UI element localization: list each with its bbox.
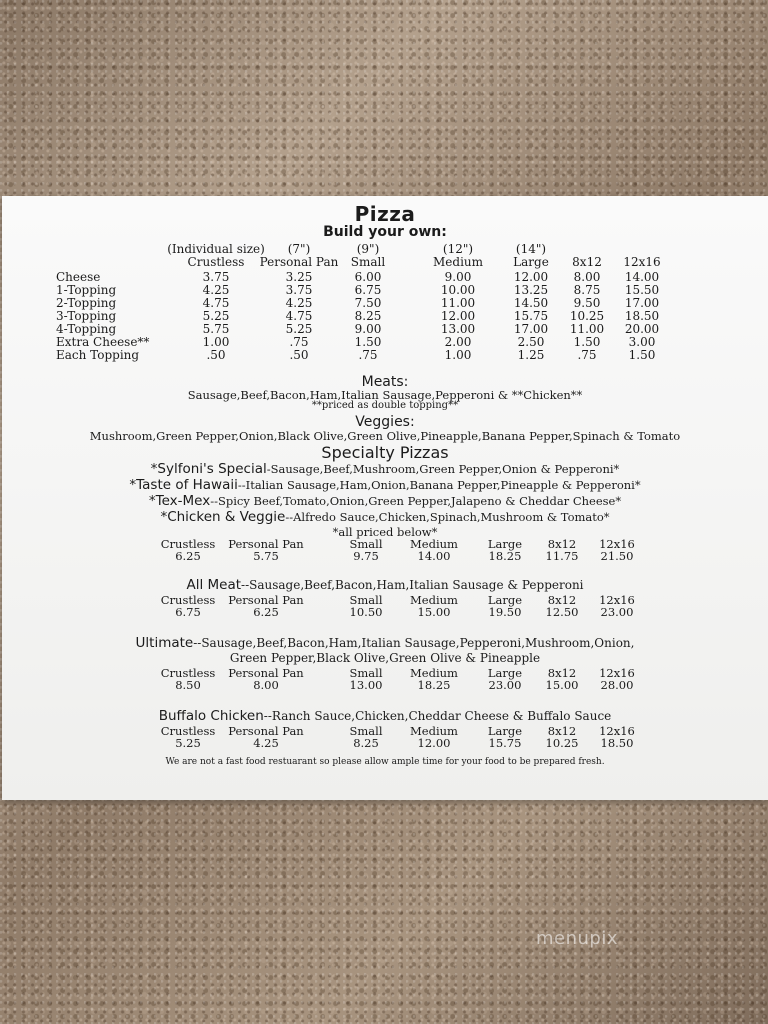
price-value: 10.25 (545, 735, 579, 750)
price-column (546, 594, 579, 618)
price-cell: 1.25 (517, 347, 545, 362)
price-value: 5.25 (175, 735, 201, 750)
price-header: Small (349, 723, 383, 738)
price-header: Personal Pan (228, 723, 304, 738)
price-cell: 3.25 (285, 269, 313, 284)
price-cell: 3.75 (285, 282, 313, 297)
specialty-sylfoni (2, 462, 768, 478)
size-header: Crustless (187, 254, 245, 269)
all-meat-name: All Meat (186, 577, 242, 594)
meats-note: **priced as double topping** (311, 400, 459, 412)
size-header: Large (513, 254, 549, 269)
price-column (488, 667, 522, 691)
price-cell: .50 (206, 347, 226, 362)
price-header: Large (487, 723, 523, 738)
all-meat-line (2, 578, 768, 594)
specialty-hawaii (2, 478, 768, 494)
price-cell: 9.50 (573, 295, 601, 310)
price-cell: 8.75 (573, 282, 601, 297)
price-column (599, 538, 635, 562)
specialty-desc: --Alfredo Sauce,Chicken,Spinach,Mushroom & Tomato* (285, 510, 610, 525)
price-column (488, 538, 522, 562)
price-column (161, 538, 216, 562)
row-label: Extra Cheese** (56, 334, 150, 349)
price-header: Crustless (160, 537, 216, 552)
price-value: 12.00 (417, 735, 451, 750)
price-header: Large (487, 537, 523, 552)
price-column (228, 594, 303, 618)
price-column (350, 538, 383, 562)
price-column (599, 725, 635, 749)
price-column (410, 538, 458, 562)
buffalo-name: Buffalo Chicken (158, 707, 264, 724)
price-value: 15.00 (545, 677, 579, 692)
price-header: 8x12 (547, 665, 577, 680)
price-column (228, 667, 303, 691)
price-cell: 4.75 (202, 295, 230, 310)
price-header: Crustless (160, 723, 216, 738)
meats-title: Meats: (361, 373, 409, 390)
size-header: Personal Pan (259, 254, 339, 269)
price-column (599, 667, 635, 691)
price-cell: 10.00 (440, 282, 476, 297)
price-value: 19.50 (488, 605, 522, 620)
buffalo-price-table (2, 725, 768, 755)
price-column (228, 725, 303, 749)
price-value: 21.50 (600, 549, 634, 564)
price-cell: 4.25 (285, 295, 313, 310)
price-cell: 6.00 (354, 269, 382, 284)
price-header: 8x12 (547, 723, 577, 738)
price-cell: 1.00 (444, 347, 472, 362)
price-header: 12x16 (599, 537, 635, 552)
price-cell: 17.00 (624, 295, 660, 310)
price-cell: 14.50 (513, 295, 549, 310)
size-header: Medium (432, 254, 484, 269)
price-value: 18.25 (488, 549, 522, 564)
price-header: Medium (410, 537, 458, 552)
price-cell: 9.00 (444, 269, 472, 284)
size-note: (7") (287, 241, 311, 256)
price-value: 18.25 (417, 677, 451, 692)
specialty-tex-mex (2, 494, 768, 510)
size-note: (14") (515, 241, 547, 256)
menu-content (2, 204, 768, 767)
price-cell: 14.00 (624, 269, 660, 284)
ultimate-line-2 (2, 652, 768, 667)
row-label: Each Topping (56, 347, 140, 362)
price-value: 18.50 (600, 735, 634, 750)
watermark: menupix (536, 928, 619, 949)
price-cell: 20.00 (624, 321, 660, 336)
price-header: Large (487, 665, 523, 680)
buffalo-line (2, 709, 768, 725)
specialty-name: *Taste of Hawaii (129, 477, 238, 494)
price-cell: .75 (577, 347, 597, 362)
price-cell: .75 (358, 347, 378, 362)
price-cell: 13.00 (440, 321, 476, 336)
price-column (161, 667, 216, 691)
price-cell: 11.00 (569, 321, 605, 336)
ultimate-name: Ultimate (135, 634, 194, 651)
price-column (350, 594, 383, 618)
price-header: Medium (410, 723, 458, 738)
row-label: 3-Topping (56, 308, 117, 323)
price-header: 8x12 (547, 592, 577, 607)
specialty-chicken-veggie (2, 510, 768, 526)
price-cell: 17.00 (513, 321, 549, 336)
price-header: Personal Pan (228, 537, 304, 552)
meats-list: Sausage,Beef,Bacon,Ham,Italian Sausage,Pepperoni & **Chicken** (187, 388, 583, 403)
price-column (161, 725, 216, 749)
price-cell: 18.50 (624, 308, 660, 323)
price-column (350, 667, 383, 691)
size-header: 12x16 (623, 254, 661, 269)
price-column (228, 538, 303, 562)
price-value: 10.50 (349, 605, 383, 620)
size-note: (Individual size) (167, 241, 265, 256)
row-label: Cheese (56, 269, 101, 284)
price-value: 8.00 (253, 677, 279, 692)
price-value: 8.50 (175, 677, 201, 692)
price-header: Personal Pan (228, 592, 304, 607)
row-label: 2-Topping (56, 295, 117, 310)
price-value: 6.25 (253, 605, 279, 620)
size-note: (9") (356, 241, 380, 256)
size-header: 8x12 (572, 254, 602, 269)
price-header: 12x16 (599, 665, 635, 680)
specialty-desc: --Italian Sausage,Ham,Onion,Banana Pepper,Pineapple & Pepperoni* (237, 478, 641, 493)
row-label: 4-Topping (56, 321, 117, 336)
price-header: Crustless (160, 592, 216, 607)
price-value: 15.00 (417, 605, 451, 620)
specialty-name: *Chicken & Veggie (160, 509, 286, 526)
price-column (488, 725, 522, 749)
price-value: 6.75 (175, 605, 201, 620)
price-cell: 5.25 (202, 308, 230, 323)
price-cell: 1.50 (354, 334, 382, 349)
price-header: Small (349, 592, 383, 607)
footer-note: We are not a fast food restuarant so please allow ample time for your food to be prepared fresh. (165, 756, 605, 767)
price-value: 4.25 (253, 735, 279, 750)
price-cell: 10.25 (569, 308, 605, 323)
price-header: Personal Pan (228, 665, 304, 680)
veggies-title: Veggies: (355, 413, 415, 430)
price-cell: 13.25 (513, 282, 549, 297)
specialty-desc: --Spicy Beef,Tomato,Onion,Green Pepper,Jalapeno & Cheddar Cheese* (210, 494, 622, 509)
price-header: Crustless (160, 665, 216, 680)
price-cell: 1.00 (202, 334, 230, 349)
menu-sheet (2, 196, 768, 800)
specialty-pizzas-title: Specialty Pizzas (321, 443, 449, 463)
price-value: 11.75 (545, 549, 579, 564)
price-cell: 5.25 (285, 321, 313, 336)
size-note: (12") (442, 241, 474, 256)
price-column (410, 594, 458, 618)
price-cell: 9.00 (354, 321, 382, 336)
price-cell: 4.25 (202, 282, 230, 297)
price-header: Medium (410, 592, 458, 607)
specialty-name: *Tex-Mex (148, 493, 211, 510)
buffalo-desc: --Ranch Sauce,Chicken,Cheddar Cheese & Buffalo Sauce (263, 708, 612, 723)
price-cell: .50 (289, 347, 309, 362)
veggies-list: Mushroom,Green Pepper,Onion,Black Olive,Green Olive,Pineapple,Banana Pepper,Spinach & Tomato (89, 428, 681, 443)
row-label: 1-Topping (56, 282, 117, 297)
price-column (410, 667, 458, 691)
price-cell: 3.75 (202, 269, 230, 284)
price-cell: 6.75 (354, 282, 382, 297)
price-cell: 15.75 (513, 308, 549, 323)
price-header: 12x16 (599, 592, 635, 607)
price-column (546, 667, 579, 691)
specialty-desc: -Sausage,Beef,Mushroom,Green Pepper,Onion & Pepperoni* (266, 462, 620, 477)
price-header: Small (349, 665, 383, 680)
price-cell: .75 (289, 334, 309, 349)
group-price-table (2, 538, 768, 568)
price-cell: 1.50 (573, 334, 601, 349)
price-value: 13.00 (349, 677, 383, 692)
price-value: 23.00 (600, 605, 634, 620)
specialty-name: *Sylfoni's Special (150, 461, 267, 478)
price-cell: 2.00 (444, 334, 472, 349)
menu-title: Pizza (354, 202, 416, 226)
price-cell: 7.50 (354, 295, 382, 310)
price-cell: 4.75 (285, 308, 313, 323)
price-column (410, 725, 458, 749)
ultimate-desc: --Sausage,Beef,Bacon,Ham,Italian Sausage,Pepperoni,Mushroom,Onion, (193, 635, 635, 650)
price-value: 9.75 (353, 549, 379, 564)
price-header: Medium (410, 665, 458, 680)
price-cell: 3.00 (628, 334, 656, 349)
price-column (350, 725, 383, 749)
price-cell: 1.50 (628, 347, 656, 362)
price-value: 6.25 (175, 549, 201, 564)
build-your-own-table (2, 242, 768, 372)
price-value: 8.25 (353, 735, 379, 750)
size-header: Small (350, 254, 386, 269)
price-value: 12.50 (545, 605, 579, 620)
ultimate-price-table (2, 667, 768, 697)
all-meat-desc: --Sausage,Beef,Bacon,Ham,Italian Sausage & Pepperoni (241, 578, 584, 593)
price-value: 23.00 (488, 677, 522, 692)
price-header: 12x16 (599, 723, 635, 738)
price-column (161, 594, 216, 618)
price-value: 5.75 (253, 549, 279, 564)
price-header: 8x12 (547, 537, 577, 552)
price-cell: 11.00 (440, 295, 476, 310)
price-cell: 8.25 (354, 308, 382, 323)
price-header: Small (349, 537, 383, 552)
price-header: Large (487, 592, 523, 607)
price-column (546, 725, 579, 749)
price-column (599, 594, 635, 618)
price-cell: 12.00 (513, 269, 549, 284)
all-meat-price-table (2, 594, 768, 624)
build-your-own-title: Build your own: (323, 224, 447, 240)
price-cell: 2.50 (517, 334, 545, 349)
price-cell: 8.00 (573, 269, 601, 284)
price-column (546, 538, 579, 562)
price-value: 15.75 (488, 735, 522, 750)
price-cell: 12.00 (440, 308, 476, 323)
price-value: 28.00 (600, 677, 634, 692)
ultimate-desc-2: Green Pepper,Black Olive,Green Olive & Pineapple (229, 650, 541, 665)
price-cell: 5.75 (202, 321, 230, 336)
ultimate-line (2, 636, 768, 652)
price-column (488, 594, 522, 618)
group-price-note: *all priced below* (332, 524, 438, 539)
price-cell: 15.50 (624, 282, 660, 297)
price-value: 14.00 (417, 549, 451, 564)
